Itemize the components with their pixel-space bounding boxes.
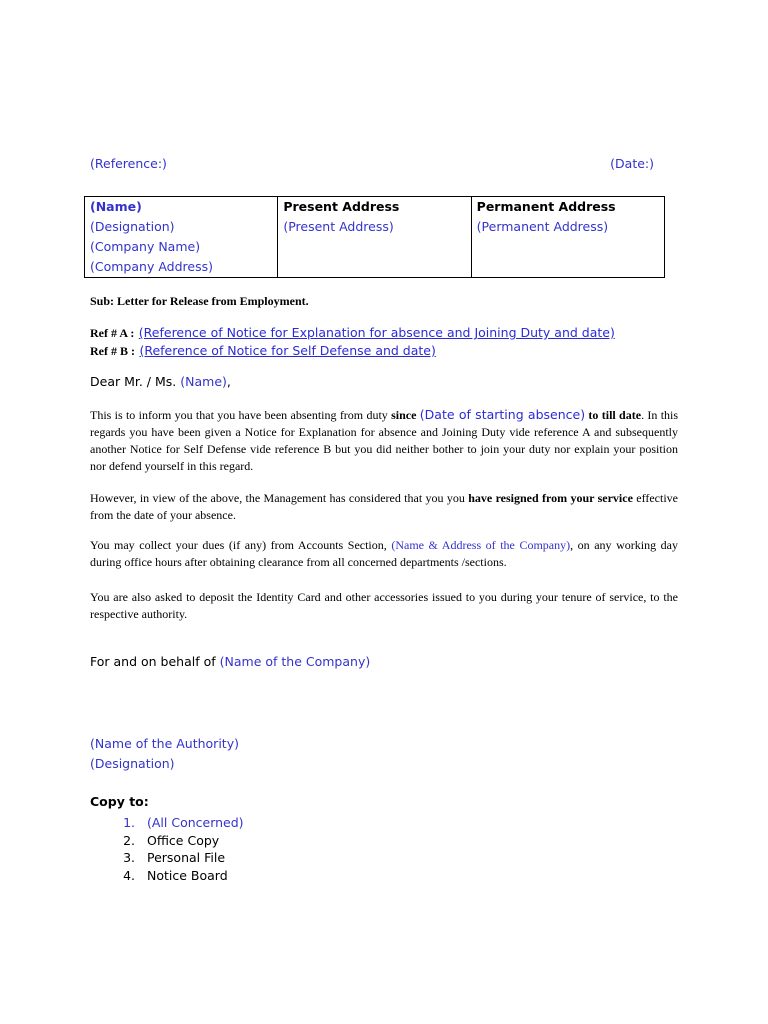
reference-placeholder: (Reference:) [90, 156, 167, 171]
paragraph-resignation [90, 490, 678, 524]
copy-to-label: Copy to: [90, 794, 149, 809]
on-behalf-line [90, 654, 370, 669]
p2-bold: have resigned from your service [468, 491, 633, 505]
copy-to-item [90, 849, 244, 867]
recipient-designation: (Designation) [90, 219, 175, 234]
p1-since: since [391, 408, 417, 422]
present-address-value: (Present Address) [283, 219, 394, 234]
company-name-address-placeholder: (Name & Address of the Company) [391, 538, 571, 552]
ref-a-line [90, 324, 615, 342]
copy-to-item-text: Personal File [147, 850, 226, 865]
date-placeholder: (Date:) [610, 156, 654, 171]
paragraph-dues [90, 537, 678, 571]
salutation-prefix: Dear Mr. / Ms. [90, 374, 177, 389]
absence-start-date-placeholder: (Date of starting absence) [419, 407, 586, 422]
copy-to-item-text: (All Concerned) [147, 815, 244, 830]
salutation-name: (Name) [180, 374, 227, 389]
subject-line: Sub: Letter for Release from Employment. [90, 294, 309, 308]
salutation [90, 374, 231, 389]
permanent-address-cell [471, 197, 664, 278]
copy-to-item-number: 2. [123, 832, 135, 848]
behalf-prefix: For and on behalf of [90, 654, 216, 669]
signature-block [90, 734, 239, 774]
copy-to-item [90, 814, 244, 832]
permanent-address-value: (Permanent Address) [476, 219, 609, 234]
ref-b-line [90, 342, 615, 360]
behalf-company-placeholder: (Name of the Company) [219, 654, 371, 669]
paragraph-identity-card: You are also asked to deposit the Identity Card and other accessories issued to you during your tenure of service, to the respective authority. [90, 590, 678, 621]
p1-till-date: to till date [588, 408, 642, 422]
copy-to-item-number: 3. [123, 850, 135, 865]
p3-end: , on any working day during office hours after obtaining clearance from all concerned departments /sections. [90, 538, 678, 569]
copy-to-item-text: Office Copy [147, 832, 220, 848]
recipient-info-table [84, 196, 665, 278]
recipient-details-cell [85, 197, 278, 278]
copy-to-item [90, 867, 244, 885]
permanent-address-heading: Permanent Address [476, 199, 616, 214]
salutation-comma: , [226, 374, 231, 389]
copy-to-item-number: 4. [123, 867, 135, 883]
copy-to-item-text: Notice Board [147, 867, 228, 883]
p1-body: . In this regards you have been given a Notice for Explanation for absence and Joining Duty vide reference A and subsequently another Notice for Self Defense vide reference B but you did neither bother to join your duty nor explain your position nor defend yourself in this regard. [90, 408, 679, 473]
ref-a-link[interactable]: (Reference of Notice for Explanation for absence and Joining Duty and date) [138, 325, 615, 340]
p1-intro: This is to inform you that you have been absenting from duty [90, 408, 388, 422]
ref-b-link[interactable]: (Reference of Notice for Self Defense and date) [139, 343, 436, 358]
p2-intro: However, in view of the above, the Management has considered that you you [90, 491, 465, 505]
references-block [90, 324, 615, 360]
present-address-cell [278, 197, 471, 278]
recipient-company-name: (Company Name) [90, 239, 201, 254]
authority-designation-placeholder: (Designation) [90, 756, 175, 771]
authority-name-placeholder: (Name of the Authority) [90, 736, 239, 751]
p3-intro: You may collect your dues (if any) from Accounts Section, [90, 538, 387, 552]
copy-to-item [90, 832, 244, 850]
ref-a-label: Ref # A : [90, 326, 135, 340]
copy-to-item-number: 1. [123, 815, 135, 830]
paragraph-absence [90, 406, 678, 475]
recipient-company-address: (Company Address) [90, 259, 213, 274]
recipient-name: (Name) [90, 199, 142, 214]
p2-end: effective from the date of your absence. [90, 491, 678, 522]
ref-b-label: Ref # B : [90, 344, 135, 358]
present-address-heading: Present Address [283, 199, 400, 214]
copy-to-list [90, 814, 244, 884]
